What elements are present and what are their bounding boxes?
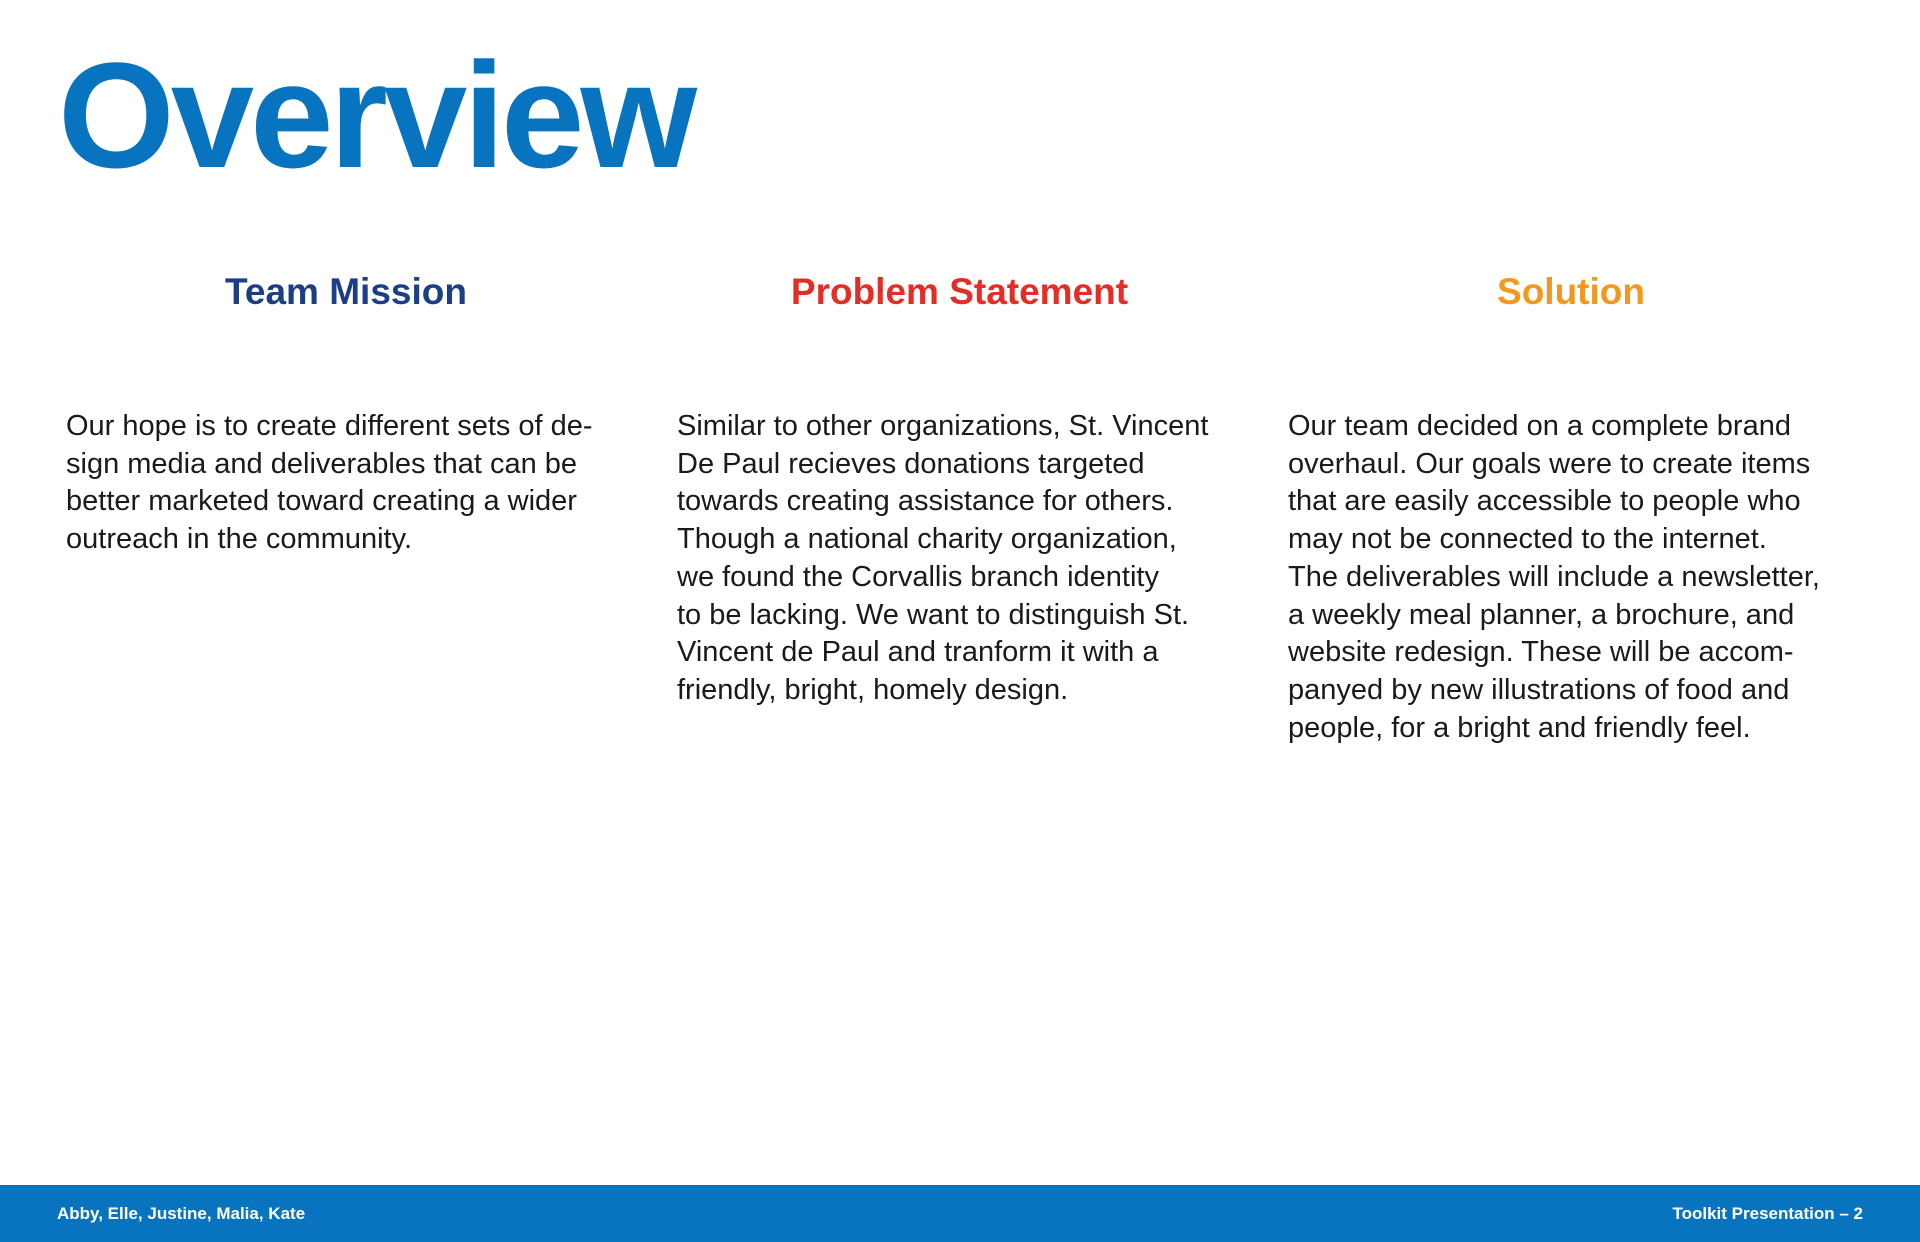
page-title: Overview xyxy=(58,31,694,199)
problem-statement-body: Similar to other organizations, St. Vincent De Paul recieves donations targeted towards creating assistance for others. Though a national charity organization, we found the Corvallis branch identity to be lacking. We want to distinguish St. Vincent de Paul and tranform it with a friendly, bright, homely design. xyxy=(677,410,1209,706)
footer-authors: Abby, Elle, Justine, Malia, Kate xyxy=(57,1204,306,1223)
solution-body: Our team decided on a complete brand overhaul. Our goals were to create items that are easily accessible to people who may not be connected to the internet. The deliverables will include a newsletter, a weekly meal planner, a brochure, and website redesign. These will be accom- panyed by new illustrations of food and people, for a bright and friendly feel. xyxy=(1288,410,1820,744)
team-mission-heading: Team Mission xyxy=(225,271,467,312)
footer-bar xyxy=(0,1185,1920,1242)
solution-section xyxy=(1288,268,1858,747)
team-mission-body: Our hope is to create different sets of de- sign media and deliverables that can be better marketed toward creating a wider outreach in the community. xyxy=(66,410,593,556)
problem-statement-section xyxy=(677,268,1247,710)
problem-statement-heading: Problem Statement xyxy=(790,271,1129,312)
footer-page-label: Toolkit Presentation – 2 xyxy=(1672,1204,1863,1223)
team-mission-section xyxy=(66,268,636,559)
solution-heading: Solution xyxy=(1497,271,1645,312)
